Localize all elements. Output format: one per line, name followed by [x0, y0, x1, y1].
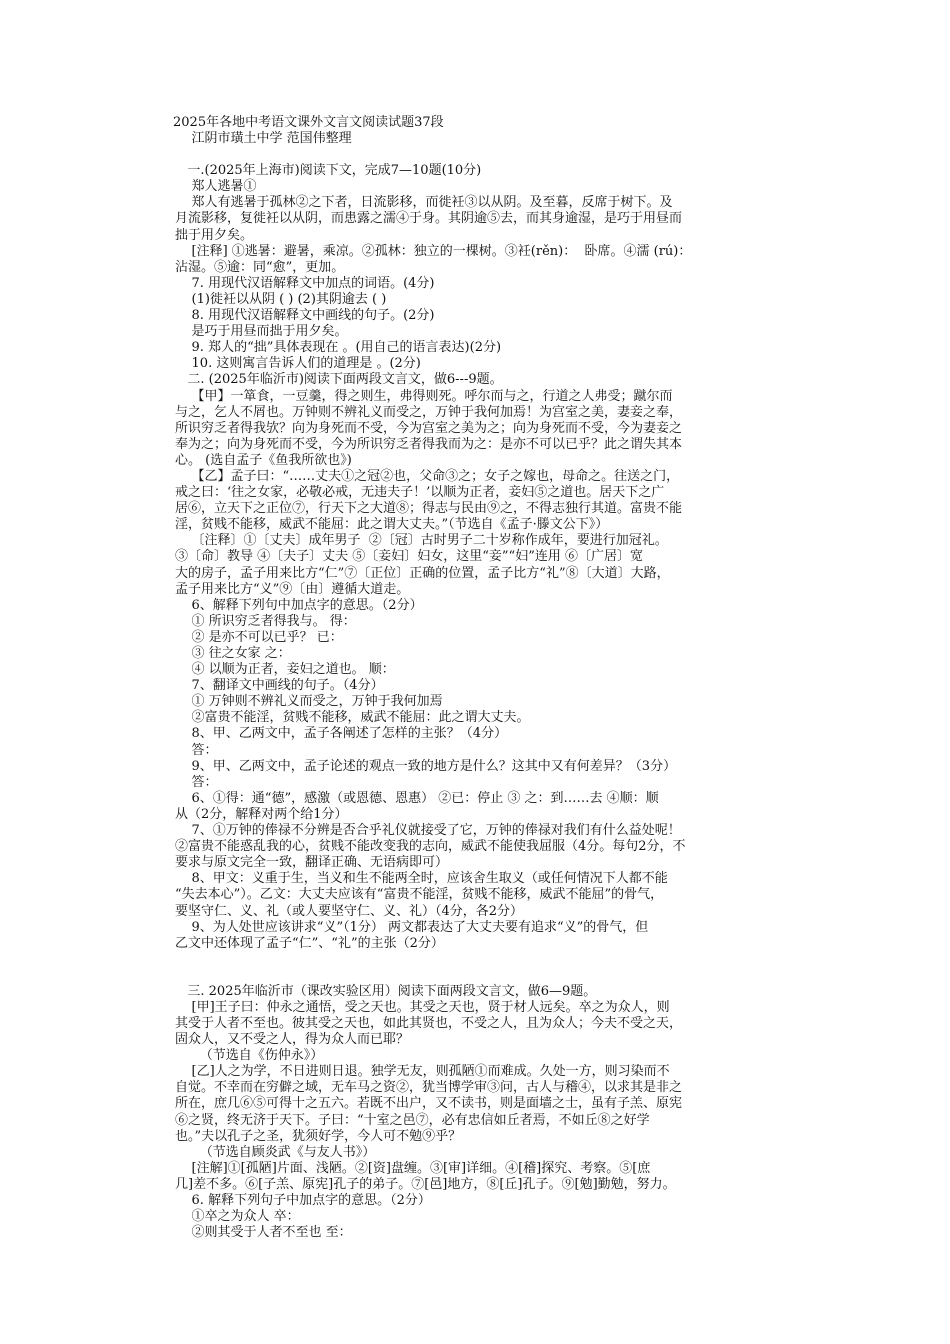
text-line: [注释] ①逃暑：避暑，乘凉。②孤林：独立的一棵树。③衽(rěn)： 卧席。④濡 (rú)：	[175, 243, 692, 259]
text-line: 乙文中还体现了孟子“仁”、“礼”的主张（2分）	[175, 935, 444, 951]
text-line: ②富贵不能惑乱我的心，贫贱不能改变我的志向，威武不能使我屈服（4分。每句2分，不	[175, 839, 686, 855]
text-line: 9. 郑人的“拙”具体表现在 。(用自己的语言表达)(2分)	[175, 340, 502, 356]
text-line: 所在，庶几⑥⑤可得十之五六。若既不出户，又不读书，则是面墙之士，虽有子羔、原宪	[175, 1096, 683, 1112]
text-line: 月流影移，复徙衽以从阴，而患露之濡④于身。其阴逾⑤去，而其身逾湿，是巧于用昼而	[175, 211, 683, 227]
text-line: ① 所识穷乏者得我与。 得：	[175, 613, 356, 629]
text-line	[175, 952, 805, 968]
text-line: 所识穷乏者得我欤？向为身死而不受，今为宫室之美为之；向为身死而不受，今为妻妾之	[175, 420, 683, 436]
text-line: 【甲】一箪食，一豆羹，得之则生，弗得则死。呼尔而与之，行道之人弗受；蹴尔而	[175, 388, 673, 404]
text-line: ⑥之贤，终无济于天下。子曰：“十室之邑⑦，必有忠信如丘者焉，不如丘⑧之好学	[175, 1112, 650, 1128]
text-line: ③〔命〕教导 ④〔夫子〕丈夫 ⑤〔妾妇〕妇女，这里“妾”“妇”连用 ⑥〔广居〕宽	[175, 549, 643, 565]
text-line: 郑人有逃暑于孤林②之下者，日流影移，而徙衽③以从阴。及至暮，反席于树下。及	[175, 195, 673, 211]
text-line: 二. (2025年临沂市)阅读下面两段文言文，做6---9题。	[175, 372, 503, 388]
text-line	[175, 147, 805, 163]
text-line: 要坚守仁、义、礼（或人要坚守仁、义、礼）（4分，各2分）	[175, 903, 524, 919]
text-line: 【乙】孟子曰：“……丈夫①之冠②也，父命③之；女子之嫁也，母命之。往送之门，	[175, 468, 680, 484]
text-line: 几]差不多。⑥[子羔、原宪]孔子的弟子。⑦[邑]地方，⑧[丘]孔子。⑨[勉]勤勉，努力。	[175, 1176, 676, 1192]
text-line: ② 是亦不可以已乎？ 已：	[175, 629, 343, 645]
text-line: 其受于人者不至也。彼其受之天也，如此其贤也，不受之人，且为众人；今夫不受之天，	[175, 1015, 683, 1031]
text-line: ②富贵不能淫，贫贱不能移，威武不能屈：此之谓大丈夫。	[175, 710, 530, 726]
text-line: （节选自顾炎武《与友人书》）	[175, 1144, 376, 1160]
text-line: 也。”夫以孔子之圣，犹须好学，今人可不勉⑨乎？	[175, 1128, 462, 1144]
text-line: 要求与原文完全一致，翻译正确、无语病即可）	[175, 855, 449, 871]
text-line: 6、①得：通“德”，感激（或恩德、恩惠） ②已：停止 ③ 之：到……去 ④顺：顺	[175, 790, 659, 806]
text-line: 江阴市璜土中学 范国伟整理	[175, 131, 352, 147]
text-line: 奉为之；向为身死而不受，今为所识穷乏者得我而为之：是亦不可以已乎？此之谓失其本	[175, 436, 683, 452]
text-line: 居⑥，立天下之正位⑦，行天下之大道⑧；得志与民由⑨之，不得志独行其道。富贵不能	[175, 501, 683, 517]
text-line: 大的房子，孟子用来比方“仁”⑦〔正位〕正确的位置，孟子比方“礼”⑧〔大道〕大路，	[175, 565, 670, 581]
text-line: 7、翻译文中画线的句子。（4分）	[175, 678, 384, 694]
text-line: 孟子用来比方“义”⑨〔由〕遵循大道走。	[175, 581, 410, 597]
text-line: 从（2分，解释对两个给1分）	[175, 806, 348, 822]
text-line: 固众人，又不受之人，得为众人而已耶？	[175, 1032, 410, 1048]
text-line: 三. 2025年临沂市（课改实验区用）阅读下面两段文言文，做6—9题。	[175, 983, 597, 999]
text-line: 是巧于用昼而拙于用夕矣。	[175, 324, 348, 340]
text-line: 淫，贫贱不能移，威武不能屈：此之谓大丈夫。”（节选自《孟子·滕文公下》）	[175, 517, 609, 533]
text-line: （节选自《伤仲永》）	[175, 1048, 324, 1064]
text-line: 8. 用现代汉语解释文中画线的句子。(2分)	[175, 308, 435, 324]
text-line: 心。 (选自孟子《鱼我所欲也》)	[175, 452, 352, 468]
text-line: 7. 用现代汉语解释文中加点的词语。(4分)	[175, 275, 435, 291]
text-line: 答：	[175, 774, 218, 790]
text-line: ②则其受于人者不至也 至：	[175, 1225, 352, 1241]
text-line: 与之，乞人不屑也。万钟则不辨礼义而受之，万钟于我何加焉！为宫室之美，妻妾之奉，	[175, 404, 683, 420]
text-line: [注解]①[孤陋]片面、浅陋。②[资]盘缠。③[审]详细。④[稽]探究、考察。⑤[庶	[175, 1160, 651, 1176]
text-line: [乙]人之为学，不日进则日退。独学无友，则孤陋①而难成。久处一方，则习染而不	[175, 1064, 670, 1080]
text-line: 戒之曰：‘往之女家，必敬必戒，无违夫子！’以顺为正者，妾妇⑤之道也。居天下之广	[175, 485, 665, 501]
document-page	[175, 115, 805, 1241]
text-line: 9、为人处世应该讲求“义”（1分） 两文都表达了大丈夫要有追求“义”的骨气，但	[175, 919, 649, 935]
text-line: 7、①万钟的俸禄不分辨是否合乎礼仪就接受了它，万钟的俸禄对我们有什么益处呢！	[175, 823, 681, 839]
text-line: ④ 以顺为正者，妾妇之道也。 顺：	[175, 662, 395, 678]
text-line: 8、甲文：义重于生，当义和生不能两全时，应该舍生取义（或任何情况下人都不能	[175, 871, 668, 887]
text-line: 6、解释下列句中加点字的意思。（2分）	[175, 597, 423, 613]
text-line: 郑人逃暑①	[175, 179, 257, 195]
text-line: 沾湿。⑤逾：同“愈”，更加。	[175, 259, 345, 275]
text-line: 答：	[175, 742, 218, 758]
text-line: (1)徙衽以从阴 ( ) (2)其阴逾去 ( )	[175, 291, 387, 307]
text-line	[175, 968, 805, 984]
text-line: 6. 解释下列句子中加点字的意思。（2分）	[175, 1193, 431, 1208]
text-line: 〔注释〕①〔丈夫〕成年男子 ②〔冠〕古时男子二十岁称作成年，要进行加冠礼。	[175, 533, 668, 549]
text-line: ③ 往之女家 之：	[175, 646, 291, 661]
text-line: “失去本心”）。乙文：大丈夫应该有“富贵不能淫，贫贱不能移，威武不能屈”的骨气，	[175, 887, 664, 903]
text-line: 9、甲、乙两文中，孟子论述的观点一致的地方是什么？这其中又有何差异？（3分）	[175, 758, 677, 774]
text-line: 自觉。不幸而在穷僻之域，无车马之资②，犹当博学审③问，古人与稽④，以求其是非之	[175, 1080, 683, 1096]
text-line: 8、甲、乙两文中，孟子各阐述了怎样的主张？（4分）	[175, 726, 508, 742]
text-line: ① 万钟则不辨礼义而受之，万钟于我何加焉	[175, 694, 443, 710]
text-line: ①卒之为众人 卒：	[175, 1209, 300, 1225]
text-line: 10. 这则寓言告诉人们的道理是 。(2分)	[175, 356, 421, 372]
text-line: 一.(2025年上海市)阅读下文，完成7—10题(10分)	[175, 163, 482, 179]
text-line: [甲]王子曰：仲永之通悟，受之天也。其受之天也，贤于材人远矣。卒之为众人，则	[175, 999, 670, 1015]
text-line: 拙于用夕矣。	[175, 227, 254, 243]
document-title: 2025年各地中考语文课外文言文阅读试题37段	[173, 115, 444, 130]
